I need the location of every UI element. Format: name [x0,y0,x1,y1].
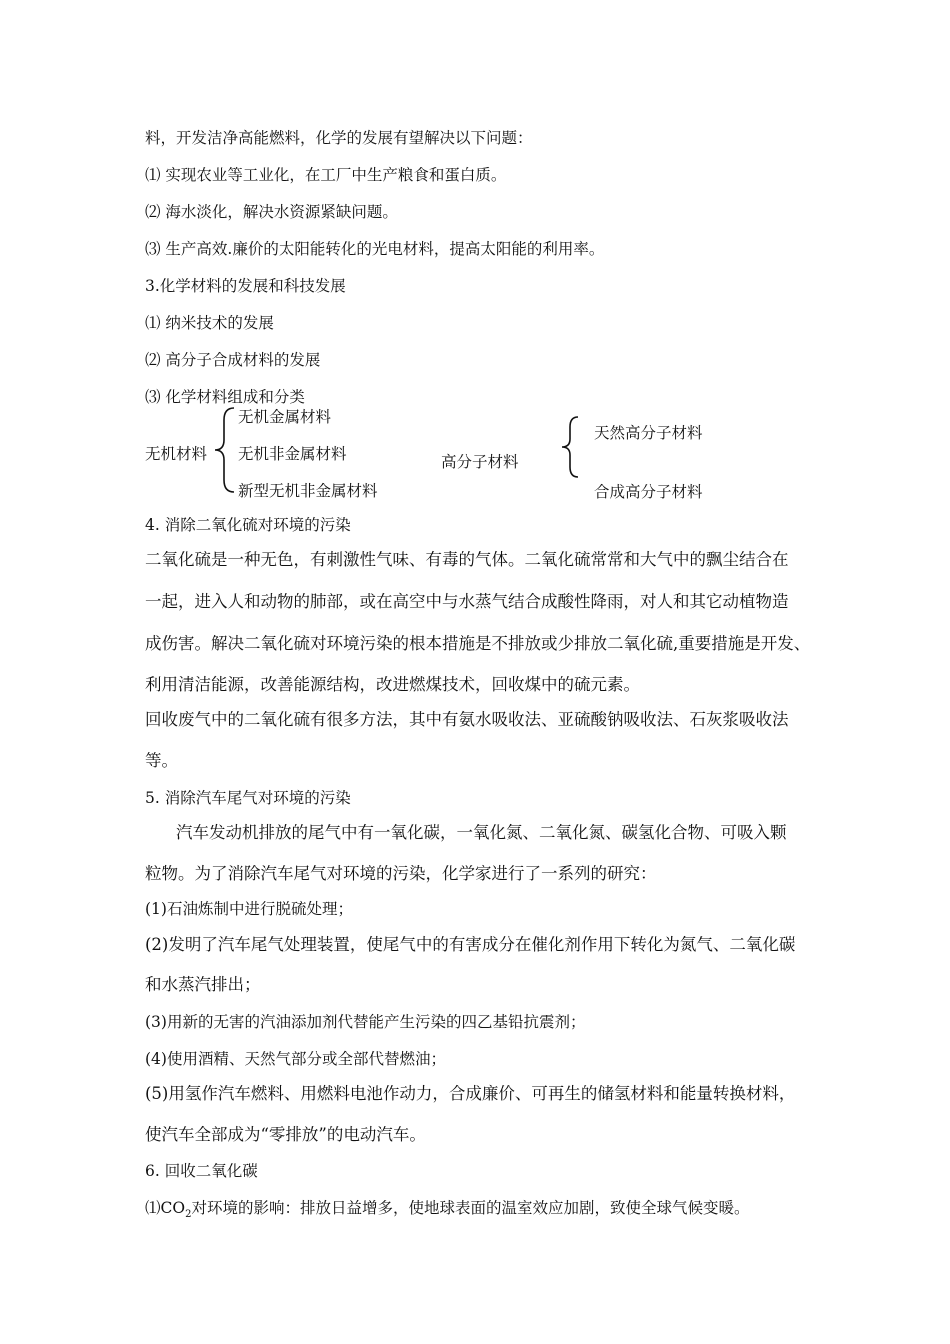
list-item: (2)发明了汽车尾气处理装置，使尾气中的有害成分在催化剂作用下转化为氮气、二氧化碳 [145,935,796,954]
section-heading: 4. 消除二氧化硫对环境的污染 [145,516,351,534]
list-item: ⑵ 高分子合成材料的发展 [145,351,321,369]
paragraph-line: 成伤害。解决二氧化硫对环境污染的根本措施是不排放或少排放二氧化硫,重要措施是开发、 [145,634,811,653]
list-item: ⑵ 海水淡化，解决水资源紧缺问题。 [145,203,398,221]
list-item: (5)用氢作汽车燃料、用燃料电池作动力，合成廉价、可再生的储氢材料和能量转换材料， [145,1084,796,1103]
section-heading: 5. 消除汽车尾气对环境的污染 [145,789,351,807]
paragraph-line: 等。 [145,751,178,770]
polymer-materials-label: 高分子材料 [441,453,519,471]
list-item: ⑴ 纳米技术的发展 [145,314,274,332]
list-item: (4)使用酒精、天然气部分或全部代替燃油； [145,1050,446,1068]
section-heading: 6. 回收二氧化碳 [145,1162,258,1180]
paragraph-line: 二氧化硫是一种无色，有刺激性气味、有毒的气体。二氧化硫常常和大气中的飘尘结合在 [145,550,789,569]
list-item: ⑶ 生产高效.廉价的太阳能转化的光电材料，提高太阳能的利用率。 [145,240,605,258]
polymer-brace-icon [556,414,584,480]
co2-prefix: ⑴CO [145,1199,186,1217]
new-inorganic-nonmetal-item: 新型无机非金属材料 [238,482,378,500]
paragraph-line: 一起，进入人和动物的肺部，或在高空中与水蒸气结合成酸性降雨，对人和其它动植物造 [145,592,789,611]
co2-subscript: 2 [185,1209,192,1221]
co2-text: 对环境的影响：排放日益增多，使地球表面的温室效应加剧，致使全球气候变暖。 [191,1199,750,1217]
section-heading: 3.化学材料的发展和科技发展 [145,277,346,295]
paragraph-line: 回收废气中的二氧化硫有很多方法，其中有氨水吸收法、亚硫酸钠吸收法、石灰浆吸收法 [145,710,789,729]
natural-polymer-item: 天然高分子材料 [594,424,703,442]
synthetic-polymer-item: 合成高分子材料 [594,483,703,501]
paragraph-line: 粒物。为了消除汽车尾气对环境的污染，化学家进行了一系列的研究： [145,864,657,883]
text-line: 料，开发洁净高能燃料，化学的发展有望解决以下问题： [145,129,533,147]
paragraph-line: 利用清洁能源，改善能源结构，改进燃煤技术，回收煤中的硫元素。 [145,675,640,694]
list-item: 和水蒸汽排出； [145,975,261,994]
inorganic-metal-item: 无机金属材料 [238,408,332,426]
paragraph-line: 汽车发动机排放的尾气中有一氧化碳，一氧化氮、二氧化氮、碳氢化合物、可吸入颗 [176,823,787,842]
paragraph-line [145,1198,749,1225]
list-item: 使汽车全部成为“零排放”的电动汽车。 [145,1125,426,1144]
inorganic-nonmetal-item: 无机非金属材料 [238,445,347,463]
inorganic-materials-label: 无机材料 [145,445,208,463]
list-item: ⑴ 实现农业等工业化，在工厂中生产粮食和蛋白质。 [145,166,507,184]
inorganic-brace-icon [210,404,238,496]
list-item: (1)石油炼制中进行脱硫处理； [145,900,353,918]
list-item: ⑶ 化学材料组成和分类 [145,388,305,406]
list-item: (3)用新的无害的汽油添加剂代替能产生污染的四乙基铅抗震剂； [145,1013,586,1031]
